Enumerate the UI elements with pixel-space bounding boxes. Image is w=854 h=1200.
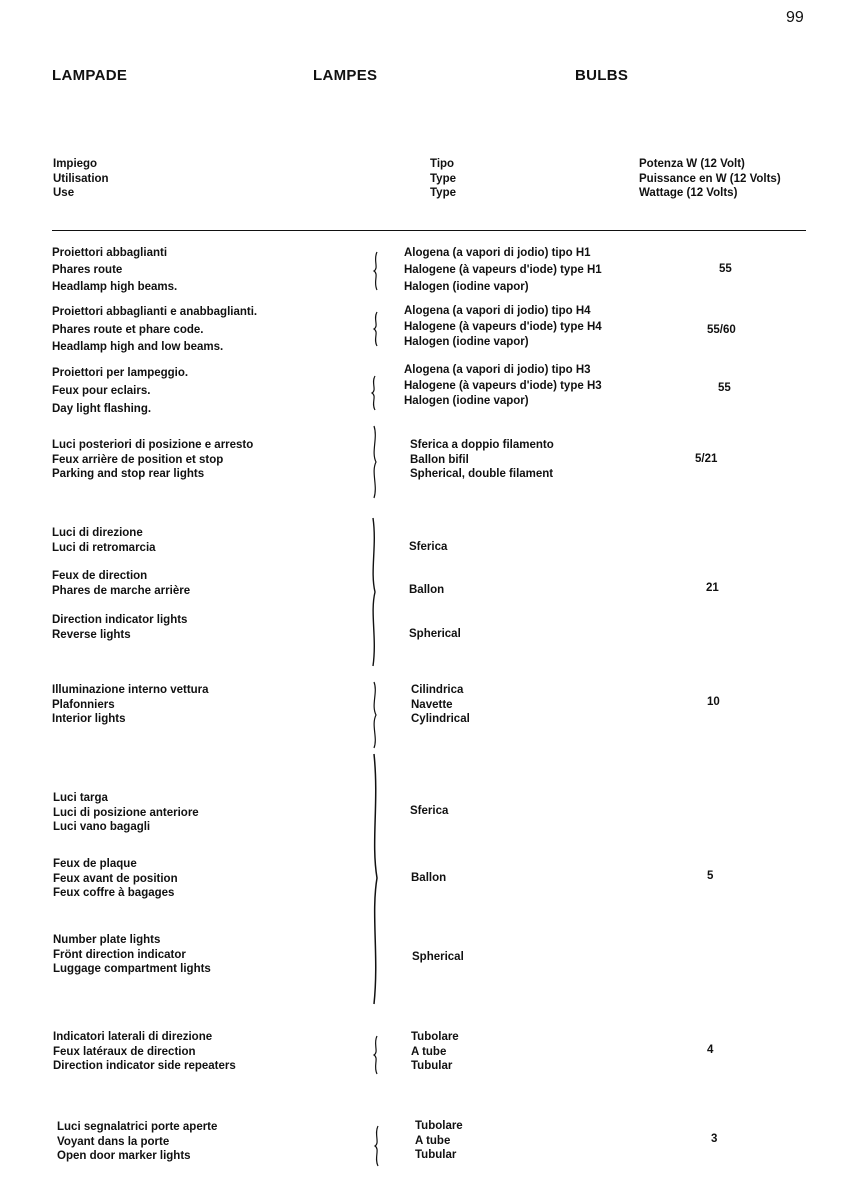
wattage-row-7: 5 bbox=[707, 870, 714, 882]
bulb-type-row-5-it: Sferica bbox=[409, 541, 448, 553]
wattage-row-2: 55/60 bbox=[707, 324, 736, 336]
bulb-type-row-2: Alogena (a vapori di jodio) tipo H4 Halogene (à vapeurs d'iode) type H4 Halogen (iodine vapor) bbox=[404, 305, 602, 348]
column-header-type: Tipo Type Type bbox=[430, 158, 456, 199]
bracket-row-5 bbox=[366, 516, 382, 668]
bulb-use-row-5-en: Direction indicator lights Reverse lights bbox=[52, 614, 188, 641]
bulb-type-row-7-fr: Ballon bbox=[411, 872, 447, 884]
page-number: 99 bbox=[786, 9, 804, 26]
bracket-row-1 bbox=[369, 250, 383, 292]
bracket-row-7 bbox=[367, 752, 385, 1006]
bulb-type-row-7-en: Spherical bbox=[412, 951, 464, 963]
bulb-use-row-5: Luci di direzione Luci di retromarcia bbox=[52, 527, 156, 554]
bracket-row-4 bbox=[368, 424, 382, 500]
bracket-row-6 bbox=[368, 680, 382, 750]
bulb-type-row-8: Tubolare A tube Tubular bbox=[411, 1031, 459, 1072]
bracket-row-3 bbox=[367, 374, 381, 412]
wattage-row-5: 21 bbox=[706, 582, 719, 594]
bulb-use-row-5-fr: Feux de direction Phares de marche arrière bbox=[52, 570, 191, 597]
heading-french: LAMPES bbox=[313, 67, 378, 84]
bracket-row-8 bbox=[369, 1034, 383, 1076]
wattage-row-6: 10 bbox=[707, 696, 720, 708]
wattage-row-3: 55 bbox=[718, 382, 731, 394]
bulb-type-row-9: Tubolare A tube Tubular bbox=[415, 1120, 463, 1161]
bulb-use-row-8: Indicatori laterali di direzione Feux latéraux de direction Direction indicator side repeaters bbox=[53, 1031, 236, 1072]
bulb-use-row-7-fr: Feux de plaque Feux avant de position Feux coffre à bagages bbox=[53, 858, 178, 899]
bulb-type-row-7-it: Sferica bbox=[410, 805, 449, 817]
heading-italian: LAMPADE bbox=[52, 67, 128, 84]
bulb-type-row-6: Cilindrica Navette Cylindrical bbox=[411, 684, 470, 725]
bracket-row-9 bbox=[370, 1124, 384, 1168]
bulb-type-row-1: Alogena (a vapori di jodio) tipo H1 Halogene (à vapeurs d'iode) type H1 Halogen (iodine vapor) bbox=[404, 247, 602, 293]
bracket-row-2 bbox=[369, 310, 383, 348]
wattage-row-4: 5/21 bbox=[695, 453, 718, 465]
bulb-use-row-1: Proiettori abbaglianti Phares route Headlamp high beams. bbox=[52, 247, 178, 293]
bulb-use-row-3: Proiettori per lampeggio. Feux pour eclairs. Day light flashing. bbox=[52, 367, 189, 415]
bulb-use-row-4: Luci posteriori di posizione e arresto Feux arrière de position et stop Parking and stop rear lights bbox=[52, 439, 254, 480]
heading-english: BULBS bbox=[575, 67, 629, 84]
bulb-type-row-4: Sferica a doppio filamento Ballon bifil Spherical, double filament bbox=[410, 439, 554, 480]
bulb-use-row-6: Illuminazione interno vettura Plafonniers Interior lights bbox=[52, 684, 209, 725]
bulb-type-row-3: Alogena (a vapori di jodio) tipo H3 Halogene (à vapeurs d'iode) type H3 Halogen (iodine vapor) bbox=[404, 364, 602, 407]
bulb-type-row-5-en: Spherical bbox=[409, 628, 461, 640]
bulb-use-row-2: Proiettori abbaglianti e anabbaglianti. Phares route et phare code. Headlamp high and low beams. bbox=[52, 306, 258, 353]
column-header-wattage: Potenza W (12 Volt) Puissance en W (12 Volts) Wattage (12 Volts) bbox=[639, 158, 781, 199]
wattage-row-9: 3 bbox=[711, 1133, 718, 1145]
column-header-use: Impiego Utilisation Use bbox=[53, 158, 109, 199]
bulb-use-row-7-en: Number plate lights Frönt direction indicator Luggage compartment lights bbox=[53, 934, 211, 975]
bulb-use-row-9: Luci segnalatrici porte aperte Voyant dans la porte Open door marker lights bbox=[57, 1121, 218, 1162]
header-divider bbox=[52, 230, 806, 231]
wattage-row-8: 4 bbox=[707, 1044, 714, 1056]
bulb-type-row-5-fr: Ballon bbox=[409, 584, 445, 596]
bulb-use-row-7: Luci targa Luci di posizione anteriore Luci vano bagagli bbox=[53, 792, 199, 833]
wattage-row-1: 55 bbox=[719, 263, 732, 275]
